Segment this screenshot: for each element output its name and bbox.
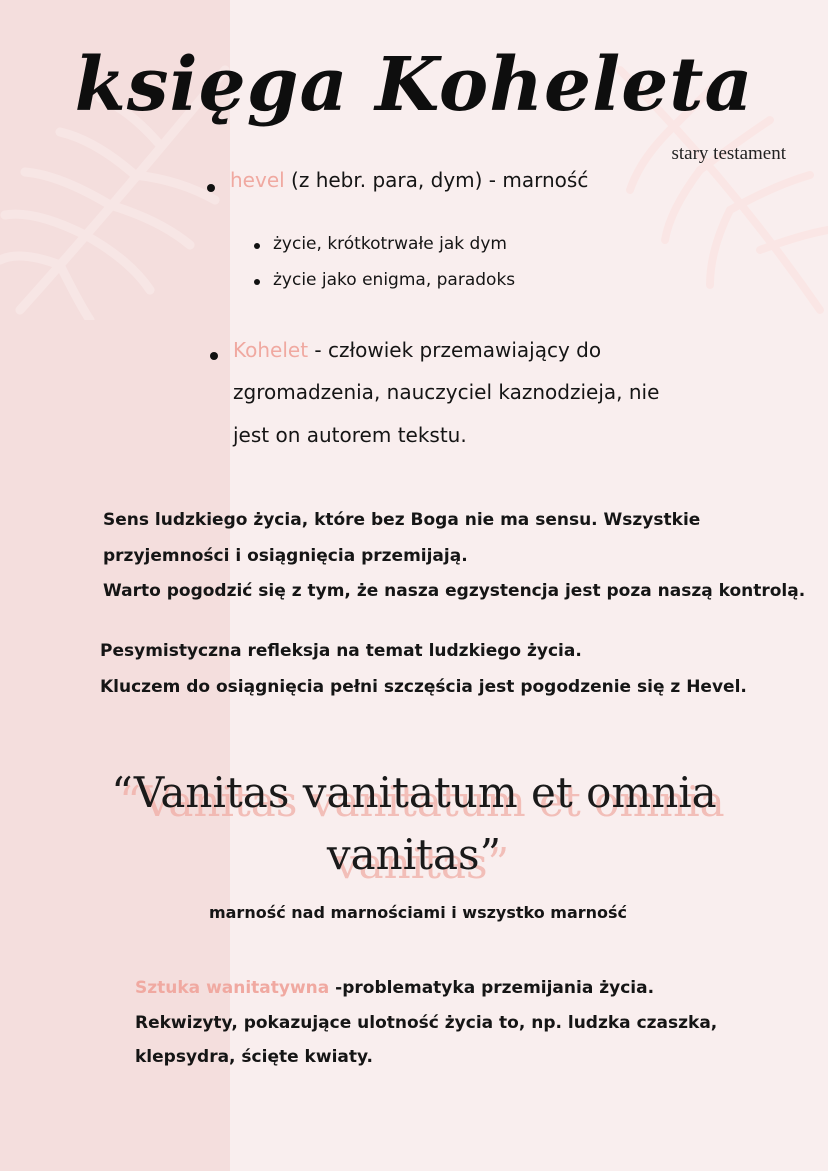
paragraph-line: Sens ludzkiego życia, które bez Boga nie ma sensu. Wszystkie: [103, 510, 701, 530]
hevel-subitem: życie, krótkotrwałe jak dym: [273, 234, 507, 254]
latin-quote-line: “Vanitas vanitatum et omnia: [111, 768, 717, 817]
kohelet-line: zgromadzenia, nauczyciel kaznodzieja, nie: [233, 380, 660, 404]
hevel-definition: [230, 168, 588, 192]
art-line: klepsydra, ścięte kwiaty.: [135, 1047, 373, 1067]
paragraph-line: Warto pogodzić się z tym, że nasza egzystencja jest poza naszą kontrolą.: [103, 581, 806, 601]
latin-quote-line: vanitas”: [326, 830, 502, 879]
art-text: -problematyka przemijania życia.: [329, 978, 655, 998]
hevel-subitem: życie jako enigma, paradoks: [273, 270, 516, 290]
quote-translation: marność nad marnościami i wszystko marność: [208, 903, 628, 922]
paragraph-line: Pesymistyczna refleksja na temat ludzkiego życia.: [100, 641, 582, 661]
kohelet-text: - człowiek przemawiający do: [308, 338, 602, 362]
hevel-text: (z hebr. para, dym) - marność: [284, 168, 589, 192]
art-line: Rekwizyty, pokazujące ulotność życia to, np. ludzka czaszka,: [135, 1013, 718, 1033]
bullet-dot-icon: [207, 184, 215, 192]
paragraph-line: przyjemności i osiągnięcia przemijają.: [103, 546, 468, 566]
bullet-dot-icon: [210, 352, 218, 360]
page-subtitle: stary testament: [671, 143, 786, 164]
bullet-dot-icon: [254, 279, 260, 285]
kohelet-line: jest on autorem tekstu.: [233, 423, 467, 447]
art-term: Sztuka wanitatywna: [135, 978, 330, 998]
kohelet-line: [233, 338, 601, 362]
kohelet-term: Kohelet: [233, 338, 309, 362]
bullet-dot-icon: [254, 243, 260, 249]
paragraph-line: Kluczem do osiągnięcia pełni szczęścia jest pogodzenie się z Hevel.: [100, 677, 747, 697]
hevel-term: hevel: [230, 168, 285, 192]
art-line: [135, 978, 654, 998]
page-title: księga Koheleta: [74, 42, 754, 128]
